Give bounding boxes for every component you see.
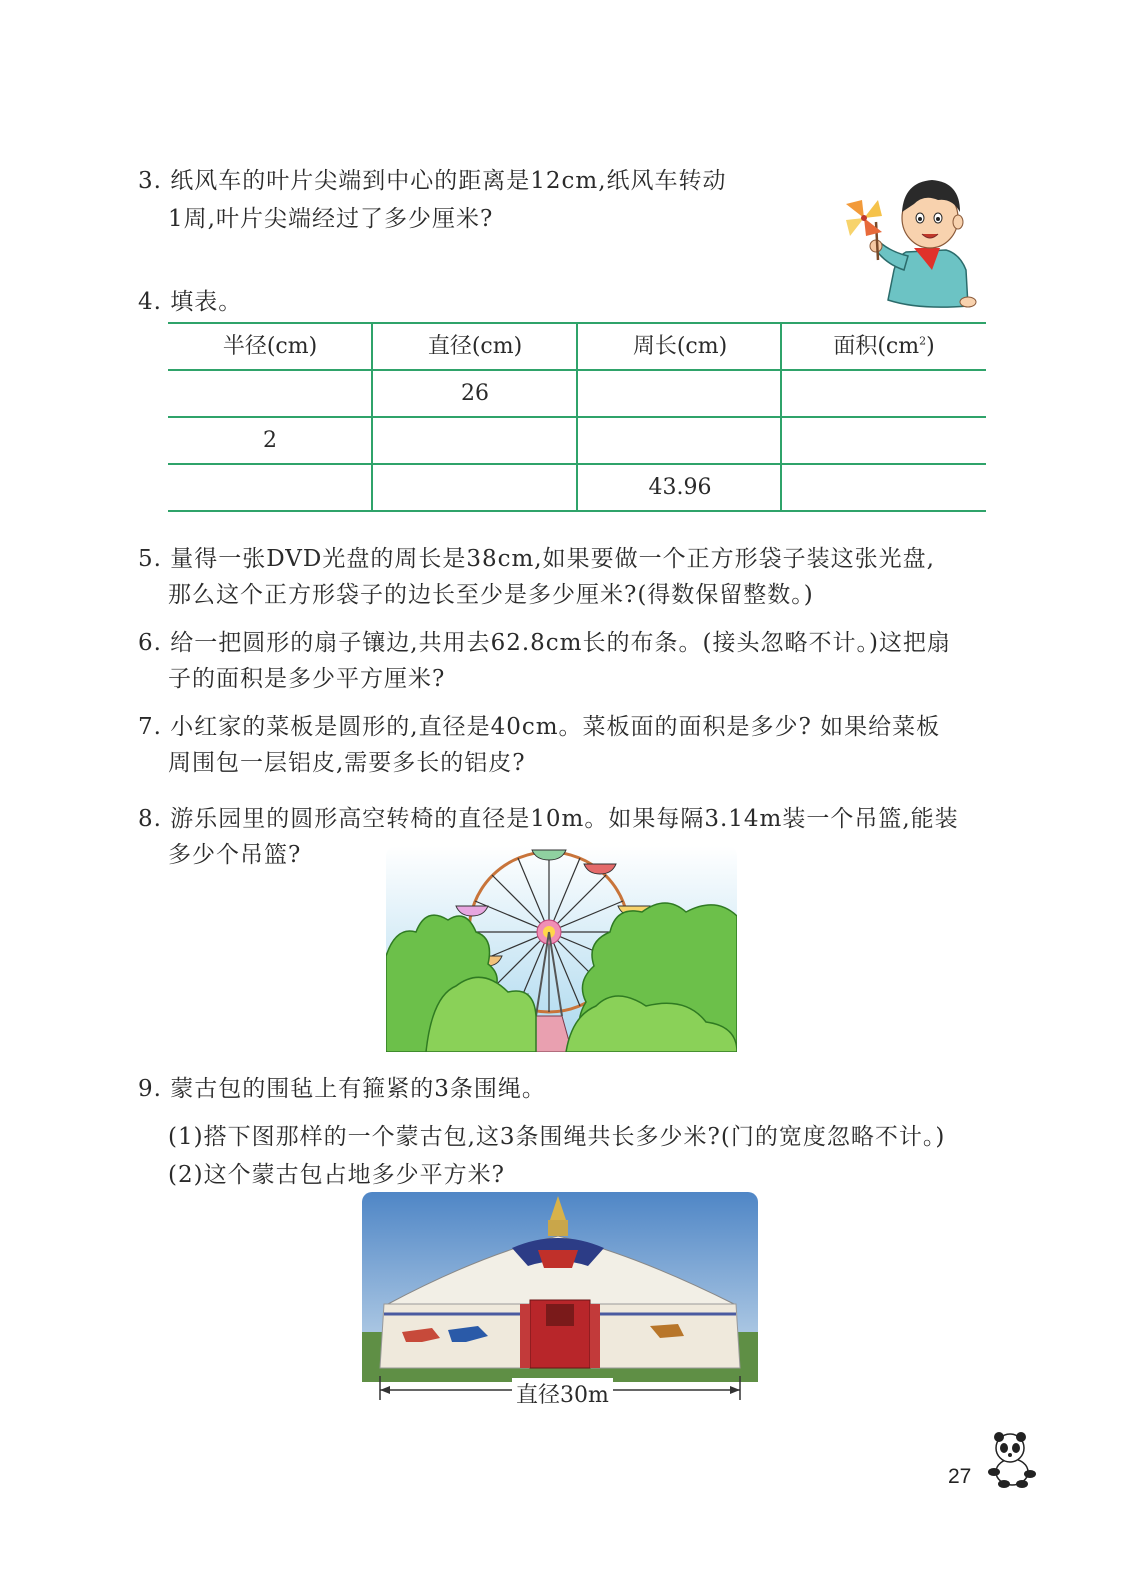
header-area-superscript: 2 bbox=[919, 334, 927, 348]
problem-4-title: 4. 填表。 bbox=[138, 289, 243, 315]
table-cell: 43.96 bbox=[648, 475, 712, 500]
header-diameter: 直径(cm) bbox=[427, 334, 523, 359]
header-area bbox=[782, 324, 986, 370]
page-number: 27 bbox=[948, 1465, 972, 1488]
table-cell[interactable] bbox=[782, 371, 986, 417]
problem-6-line-1: 6. 给一把圆形的扇子镶边,共用去62.8cm长的布条。(接头忽略不计。)这把扇 bbox=[138, 630, 951, 656]
problem-8-line-1: 8. 游乐园里的圆形高空转椅的直径是10m。如果每隔3.14m装一个吊篮,能装 bbox=[138, 806, 959, 832]
problem-9-sub-2: (2)这个蒙古包占地多少平方米? bbox=[168, 1162, 505, 1188]
ferris-wheel-illustration bbox=[386, 846, 737, 1052]
table-cell[interactable] bbox=[373, 465, 577, 511]
header-circumference: 周长(cm) bbox=[632, 334, 728, 359]
problem-5-line-2: 那么这个正方形袋子的边长至少是多少厘米?(得数保留整数。) bbox=[168, 582, 814, 608]
problem-9-sub-1: (1)搭下图那样的一个蒙古包,这3条围绳共长多少米?(门的宽度忽略不计。) bbox=[168, 1124, 946, 1150]
problem-9-line-1: 9. 蒙古包的围毡上有箍紧的3条围绳。 bbox=[138, 1076, 546, 1102]
problem-7-line-2: 周围包一层铝皮,需要多长的铝皮? bbox=[168, 750, 526, 776]
fill-in-table bbox=[168, 322, 986, 512]
problem-7-line-1: 7. 小红家的菜板是圆形的,直径是40cm。菜板面的面积是多少? 如果给菜板 bbox=[138, 714, 941, 740]
table-cell[interactable] bbox=[782, 465, 986, 511]
table-cell[interactable] bbox=[373, 418, 577, 464]
problem-3-line-1: 3. 纸风车的叶片尖端到中心的距离是12cm,纸风车转动 bbox=[138, 168, 727, 194]
table-cell[interactable] bbox=[578, 418, 782, 464]
table-cell[interactable] bbox=[168, 371, 372, 417]
panda-icon bbox=[986, 1430, 1036, 1488]
header-area-close: ) bbox=[926, 334, 935, 359]
mongolian-yurt-photo bbox=[362, 1192, 758, 1382]
problem-8-line-2: 多少个吊篮? bbox=[168, 842, 302, 868]
problem-3-line-2: 1周,叶片尖端经过了多少厘米? bbox=[168, 206, 494, 232]
problem-5-line-1: 5. 量得一张DVD光盘的周长是38cm,如果要做一个正方形袋子装这张光盘, bbox=[138, 546, 935, 572]
diameter-label: 直径30m bbox=[512, 1378, 613, 1409]
table-cell[interactable] bbox=[782, 418, 986, 464]
boy-with-pinwheel-illustration bbox=[828, 160, 984, 312]
header-area-text: 面积(cm bbox=[833, 334, 920, 359]
table-cell: 26 bbox=[461, 381, 489, 406]
header-radius: 半径(cm) bbox=[222, 334, 318, 359]
table-cell: 2 bbox=[263, 428, 277, 453]
problem-6-line-2: 子的面积是多少平方厘米? bbox=[168, 666, 446, 692]
table-cell[interactable] bbox=[578, 371, 782, 417]
table-cell[interactable] bbox=[168, 465, 372, 511]
